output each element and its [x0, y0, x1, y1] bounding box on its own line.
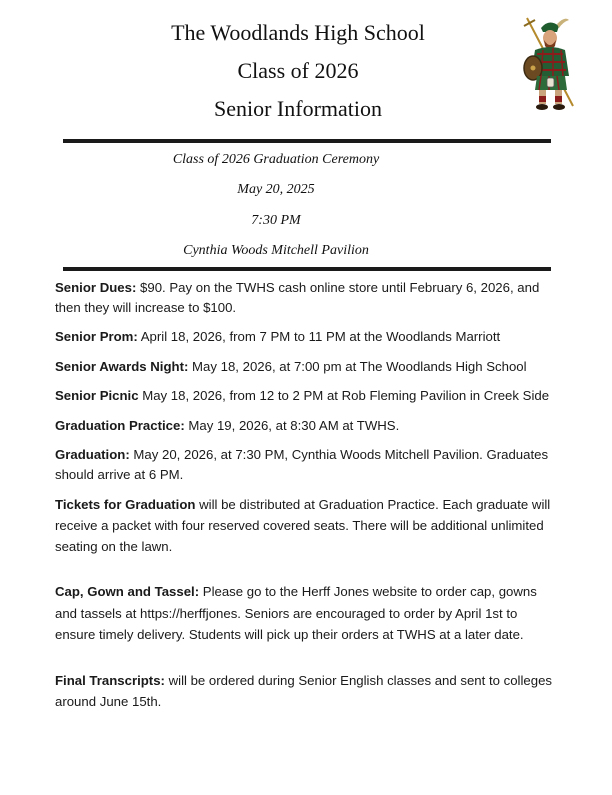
page-title: Senior Information — [213, 96, 383, 121]
top-divider — [63, 139, 551, 143]
school-name: The Woodlands High School — [171, 20, 425, 45]
info-senior-picnic: Senior Picnic May 18, 2026, from 12 to 2 PM at Rob Fleming Pavilion in Creek Side — [55, 388, 550, 403]
info-senior-prom: Senior Prom: April 18, 2026, from 7 PM to 11 PM at the Woodlands Marriott — [55, 329, 501, 344]
ceremony-title: Class of 2026 Graduation Ceremony — [172, 152, 380, 167]
info-graduation-practice: Graduation Practice: May 19, 2026, at 8:30 AM at TWHS. — [55, 417, 400, 433]
highlander-mascot-icon — [519, 14, 581, 112]
info-senior-dues: Senior Dues: $90. Pay on the TWHS cash online store until February 6, 2026, and then they will increase to $100. — [55, 280, 540, 315]
info-tickets: Tickets for Graduation will be distributed at Graduation Practice. Each graduate will receive a packet with four reserved covered seats. There will be additional unlimited seating on the lawn. — [55, 497, 551, 554]
senior-info-list — [55, 278, 555, 712]
info-awards-night: Senior Awards Night: May 18, 2026, at 7:00 pm at The Woodlands High School — [55, 358, 527, 374]
ceremony-time: 7:30 PM — [251, 213, 301, 228]
bottom-divider — [63, 267, 551, 271]
class-year: Class of 2026 — [237, 58, 359, 83]
info-cap-gown: Cap, Gown and Tassel: Please go to the Herff Jones website to order cap, gowns and tassels at https://herffjones. Seniors are encouraged to order by April 1st to ensure timely delivery. Students will pick up their orders at TWHS at a later date. — [55, 584, 537, 642]
ceremony-venue: Cynthia Woods Mitchell Pavilion — [183, 243, 369, 258]
info-graduation: Graduation: May 20, 2026, at 7:30 PM, Cynthia Woods Mitchell Pavilion. Graduates should arrive at 6 PM. — [55, 447, 549, 482]
info-transcripts: Final Transcripts: will be ordered during Senior English classes and sent to colleges around June 15th. — [55, 672, 553, 709]
ceremony-date: May 20, 2025 — [237, 182, 315, 197]
